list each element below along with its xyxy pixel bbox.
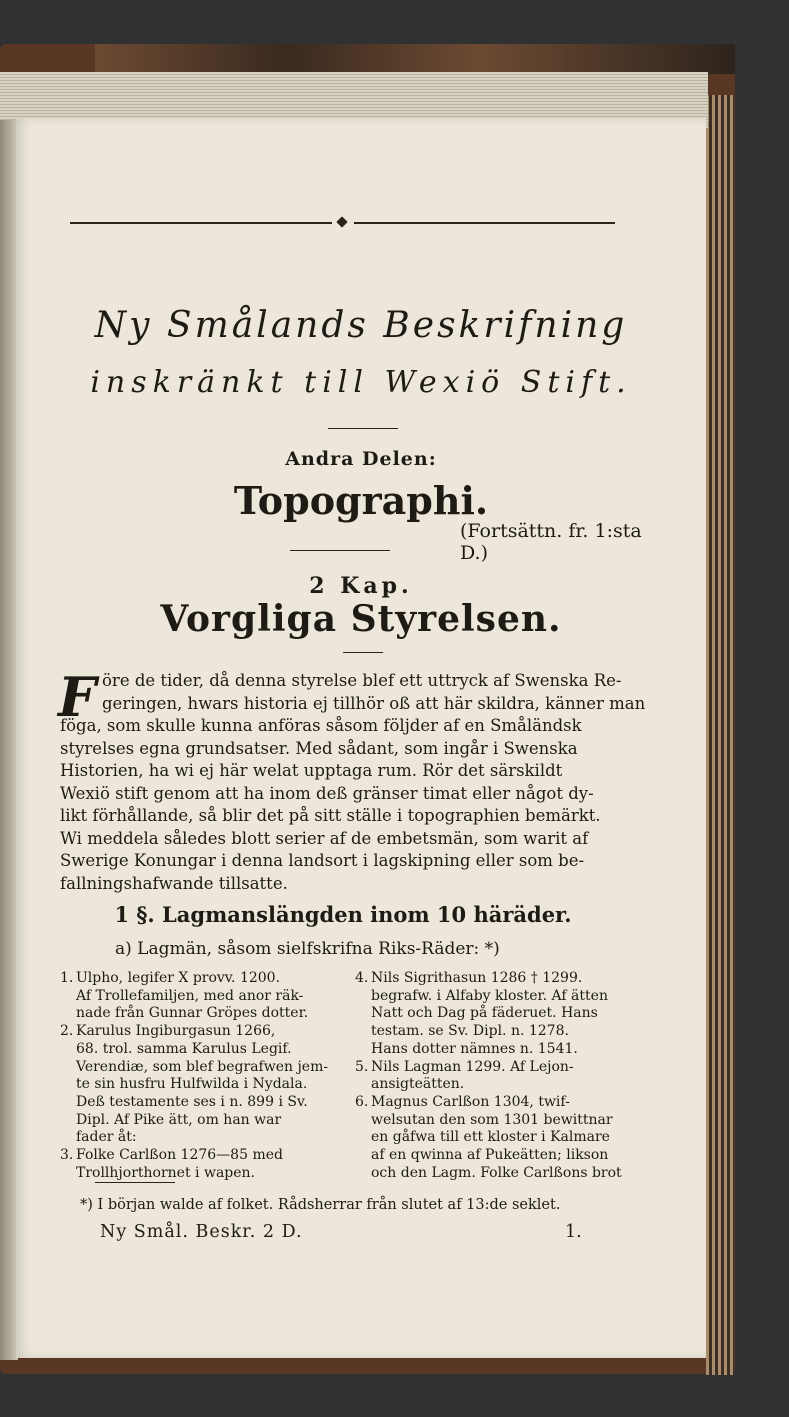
part-divider	[290, 550, 390, 551]
body-line: Swerige Konungar i denna landsort i lagskipning eller som be-	[60, 851, 585, 870]
signature-number: 1.	[565, 1222, 582, 1242]
body-line: likt förhållande, så blir det på sitt ställe i topographien bemärkt.	[60, 806, 601, 825]
body-line: fallningshafwande tillsatte.	[60, 873, 288, 893]
body-line: Wi meddela således blott serier af de embetsmän, som warit af	[60, 828, 589, 848]
body-line: Historien, ha wi ej här welat upptaga rum. Rör det särskildt	[60, 761, 563, 780]
chapter-divider	[343, 652, 383, 653]
continuation-note: (Fortsättn. fr. 1:sta D.)	[460, 520, 642, 564]
drop-cap: F	[58, 665, 97, 729]
list-item: 1. Ulpho, legifer X provv. 1200. Af Trollefamiljen, med anor räk- nade från Gunnar Gröpes dotter.	[60, 970, 309, 1022]
part-name: Topographi.	[233, 478, 489, 523]
entries-right-column	[355, 970, 635, 1182]
section-heading: 1 §. Lagmanslängden inom 10 häräder.	[114, 902, 572, 927]
list-item: 2. Karulus Ingiburgasun 1266, 68. trol. samma Karulus Legif. Verendiæ, som blef begrafwen jem- te sin husfru Hulfwilda i Nydala. Deß testamente ses i n. 899 i Sv. Dipl. Af Pike ätt, om han war fader åt:	[60, 1023, 329, 1146]
title-divider	[328, 428, 398, 429]
book-spine-top	[95, 44, 735, 74]
body-line: öre de tider, då denna styrelse blef ett uttryck af Swenska Re-	[102, 671, 622, 690]
chapter-number: 2 Kap.	[309, 573, 413, 599]
list-item: 4. Nils Sigrithasun 1286 † 1299. begrafw. i Alfaby kloster. Af ätten Natt och Dag på fäderuet. Hans testam. se Sv. Dipl. n. 1278. Hans dotter nämnes n. 1541.	[355, 970, 608, 1057]
chapter-title: Vorgliga Styrelsen.	[160, 598, 562, 640]
body-paragraph	[58, 665, 646, 895]
body-line: föga, som skulle kunna anföras såsom följder af en Småländsk	[60, 716, 582, 735]
body-line: styrelses egna grundsatser. Med sådant, som ingår i Swenska	[60, 738, 578, 758]
footnote-rule	[95, 1182, 175, 1183]
body-line: geringen, hwars historia ej tillhör oß att här skildra, känner man	[102, 693, 646, 713]
title-line-2: inskränkt till Wexiö Stift.	[90, 365, 632, 400]
section-subheading: a) Lagmän, såsom sielfskrifna Riks-Räder: *)	[115, 939, 500, 959]
list-item: 3. Folke Carlßon 1276—85 med Trollhjorthornet i wapen.	[60, 1147, 283, 1181]
list-item: 5. Nils Lagman 1299. Af Lejon- ansigteätten.	[355, 1058, 574, 1093]
signature-mark: Ny Smål. Beskr. 2 D.	[100, 1222, 303, 1242]
decorative-rule	[70, 218, 615, 228]
part-label: Andra Delen:	[285, 448, 437, 470]
page-edges-right	[706, 95, 734, 1375]
body-line: Wexiö stift genom att ha inom deß gränser timat eller något dy-	[60, 783, 594, 803]
entries-left-column	[60, 970, 340, 1182]
title-line-1: Ny Smålands Beskrifning	[94, 305, 628, 346]
list-item: 6. Magnus Carlßon 1304, twif- welsutan den som 1301 bewittnar en gåfwa till ett kloster i Kalmare af en qwinna af Pukeätten; likson och den Lagm. Folke Carlßons brot	[355, 1093, 622, 1181]
footnote: *) I början walde af folket. Rådsherrar från slutet af 13:de seklet.	[80, 1197, 561, 1213]
